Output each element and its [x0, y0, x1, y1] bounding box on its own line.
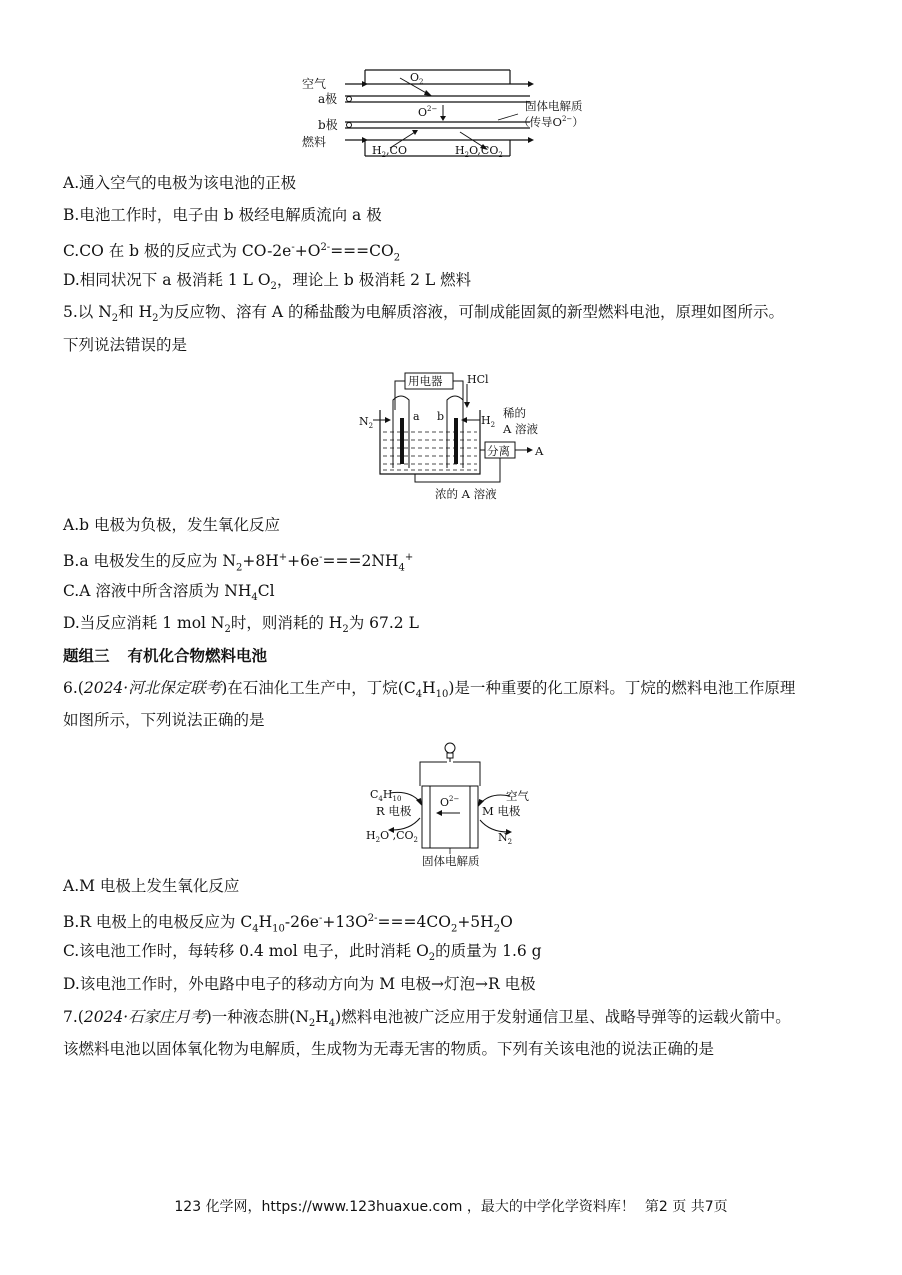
fig2-a-output: A — [535, 444, 544, 458]
q7-stem-line1: 7.(2024·石家庄月考)一种液态肼$(N_2H_4)$燃料电池被广泛应用于发射通信卫星、战略导弹等的运载火箭中。 — [63, 1008, 791, 1030]
svg-text:H2O ,CO2: $H_2O$ $,CO_2$ — [366, 829, 418, 844]
fig3-o2ion-label: O — [440, 796, 450, 809]
fig2-h2-label: H — [481, 414, 491, 427]
q4-option-a: A.通入空气的电极为该电池的正极 — [63, 174, 297, 192]
q5-stem-line1: 5.以 $N_2$和 $H_2$为反应物、溶有 A 的稀盐酸为电解质溶液，可制成能固氮的新型燃料电池，原理如图所示。 — [63, 303, 785, 325]
fig1-h2oco2-rest: O,CO — [469, 144, 499, 157]
q6-source: 2024·河北保定联考 — [83, 679, 222, 697]
fig1-o2ion-label: O — [418, 106, 428, 119]
fig1-conduct-sup: 2− — [561, 115, 573, 123]
fig2-hcl-label: HCl — [467, 373, 489, 386]
svg-text:O2− — [418, 105, 437, 119]
fig1-h2oco2-sub: 2 — [464, 151, 470, 159]
q4-option-c: C.CO 在 b 极的反应式为 $CO-2e^-+O^{2-}===CO_2$ — [63, 242, 401, 264]
fig3-m-electrode-label: M 电极 — [482, 804, 521, 818]
footer-site-text: 123 化学网，https://www.123huaxue.com ，最大的中学化学资料库！ — [174, 1199, 635, 1215]
svg-text:O2 — [410, 71, 424, 86]
fig3-h2oco2-label: H — [366, 829, 376, 842]
q6-option-b: B.R 电极上的电极反应为 $C_4H_{10}-26e^-+13O^{2-}===4CO_2+5H_2O$ — [63, 913, 513, 935]
fig2-dilute-label: 稀的 — [503, 406, 526, 420]
q4-option-b: B.电池工作时，电子由 b 极经电解质流向 a 极 — [63, 206, 382, 224]
svg-text:H2: $H_2$ — [481, 414, 496, 429]
q6-stem-line2: 如图所示，下列说法正确的是 — [63, 711, 265, 729]
fig3-solid-label: 固体电解质 — [422, 854, 480, 868]
page-footer — [0, 1196, 902, 1216]
svg-text:N2: $N_2$ — [498, 831, 513, 846]
footer-page-number: 第2 页 共7页 — [644, 1199, 728, 1215]
fig1-h2co-rest: ,CO — [386, 144, 407, 157]
q5-stem-line2: 下列说法错误的是 — [63, 336, 188, 354]
q5-option-b: B.a 电极发生的反应为 $N_2+8H^++6e^-===2NH_4^+$ — [63, 552, 414, 574]
svg-text:C4H10: $C_4H_{10}$ — [370, 788, 402, 803]
q5-option-c: C.A 溶液中所含溶质为 $NH_4Cl$ — [63, 582, 275, 604]
fig1-conduct-label: （传导O — [518, 115, 562, 129]
fig1-solid-label: 固体电解质 — [525, 99, 583, 113]
fig1-conduct-end: ） — [572, 115, 584, 129]
q6-option-a: A.M 电极上发生氧化反应 — [63, 877, 240, 895]
svg-text:H2,CO: $H_2,CO$ — [372, 144, 407, 159]
fig1-h2co-label: H — [372, 144, 382, 157]
fig3-r-electrode-label: R 电极 — [376, 804, 412, 818]
arrow-right-icon: → — [475, 975, 489, 993]
fig3-air-label: 空气 — [506, 789, 529, 803]
q5-option-a: A.b 电极为负极，发生氧化反应 — [63, 516, 280, 534]
fig2-dilute-label2: A 溶液 — [503, 422, 538, 436]
fig3-n2-label: N — [498, 831, 508, 844]
fig2-conc-label: 浓的 A 溶液 — [435, 487, 497, 501]
figure-nitrogen-fuel-cell — [355, 370, 555, 505]
q6-stem-line1: 6.(2024·河北保定联考)在石油化工生产中，丁烷$(C_4H_{10})$是一种重要的化工原料。丁烷的燃料电池工作原理 — [63, 679, 796, 701]
svg-text:N2: $N_2$ — [359, 415, 374, 430]
fig1-h2oco2-sub2: 2 — [498, 151, 503, 159]
fig1-fuel-label: 燃料 — [302, 135, 327, 149]
fig1-b-pole-label: b极 — [318, 118, 338, 132]
fig1-h2oco2-label: H — [455, 144, 465, 157]
q4-option-d: D.相同状况下 a 极消耗 1 L $O_2$，理论上 b 极消耗 2 L 燃料 — [63, 271, 472, 293]
svg-text:O2−: $O^{2-}$ — [440, 795, 460, 809]
fig2-separate-label: 分离 — [487, 444, 510, 458]
fig2-appliance-label: 用电器 — [408, 374, 443, 388]
fig1-air-label: 空气 — [302, 77, 327, 91]
q5-option-d: D.当反应消耗 1 mol $N_2$时，则消耗的 $H_2$为 67.2 L — [63, 614, 419, 636]
fig1-o2ion-sup: 2− — [427, 105, 438, 113]
svg-text:（传导O2−） — [518, 115, 584, 129]
figure-butane-fuel-cell — [360, 738, 540, 870]
fig1-a-pole-label: a极 — [318, 92, 338, 106]
q6-option-c: C.该电池工作时，每转移 0.4 mol 电子，此时消耗 $O_2$的质量为 1.6 g — [63, 942, 542, 964]
q6-option-d: D.该电池工作时，外电路中电子的移动方向为 M 电极→灯泡→R 电极 — [63, 975, 536, 993]
q7-stem-line2: 该燃料电池以固体氧化物为电解质，生成物为无毒无害的物质。下列有关该电池的说法正确的是 — [63, 1040, 715, 1058]
fig2-b-label: b — [437, 410, 445, 423]
q7-source: 2024·石家庄月考 — [83, 1008, 206, 1026]
fig2-a-label: a — [413, 410, 420, 423]
fig3-c4h10-label: C — [370, 788, 379, 801]
fig1-o2-sub: 2 — [419, 78, 424, 86]
fig2-n2-label: N — [359, 415, 369, 428]
figure-solid-oxide-cell — [300, 64, 600, 164]
svg-text:H2O,CO2 — [455, 144, 503, 159]
group3-heading: 题组三 有机化合物燃料电池 — [63, 646, 268, 665]
arrow-right-icon: → — [431, 975, 445, 993]
fig1-o2-label: O — [410, 71, 420, 84]
